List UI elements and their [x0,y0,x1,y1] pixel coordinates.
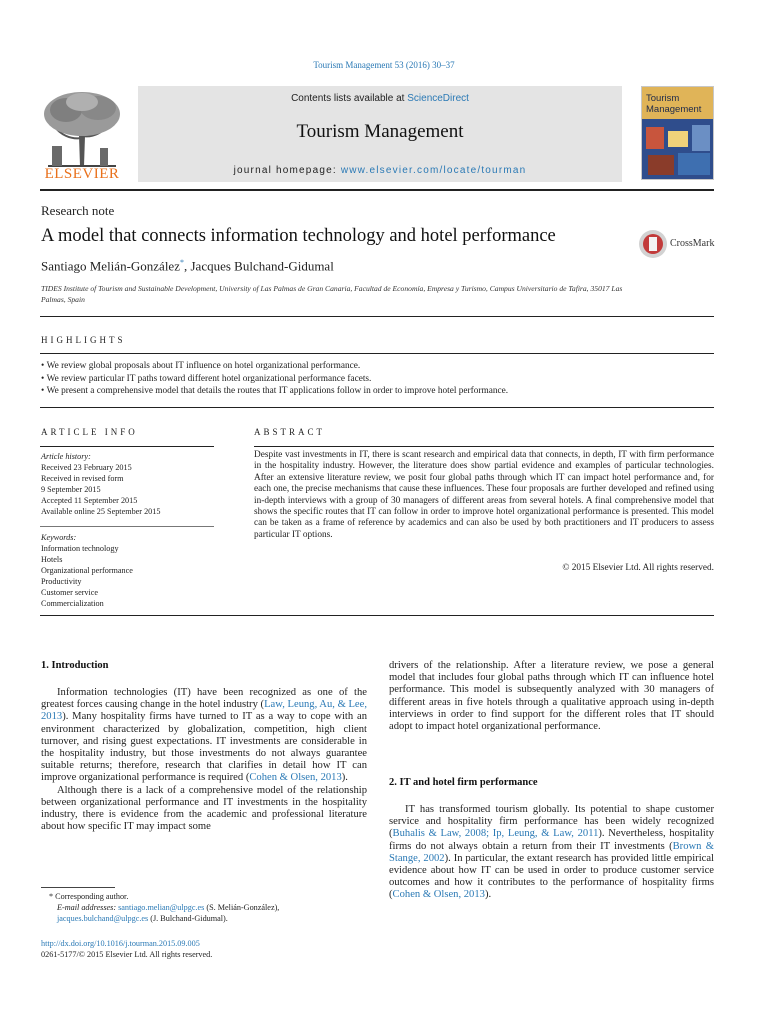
paragraph: Although there is a lack of a comprehensive model of the relationship between organizational performance and IT investments in the hospitality industry, there is evidence from the academic and professional literature about how specific IT may impact some [41,784,367,833]
keyword-item: Commercialization [41,599,104,608]
body-left-column [41,687,367,833]
email-link[interactable]: santiago.melian@ulpgc.es [118,903,205,912]
citation-link[interactable]: Cohen & Olsen, 2013 [392,889,485,901]
email-link[interactable]: jacques.bulchand@ulpgc.es [57,914,149,923]
journal-reference[interactable]: Tourism Management 53 (2016) 30–37 [313,60,455,70]
journal-homepage: journal homepage: www.elsevier.com/locate/tourman [233,165,527,176]
highlight-item: • We present a comprehensive model that details the routes that IT applications follow in order to improve hotel performance. [41,385,721,398]
paragraph: Information technologies (IT) have been recognized as one of the greatest forces causing change in the hotel industry (Law, Leung, Au, & Lee, 2013). Many hospitality firms have turned to IT as a way to cope with an environment characterized by globalization, competition, high client turnover, and rising guest expectations. IT investments are considerable in the hospitality industry, but those investments do not always guarantee suitable returns; therefore, research that clarifies in detail how IT can improve organizational performance is required (Cohen & Olsen, 2013). [41,687,367,784]
history-item: Accepted 11 September 2015 [41,496,138,505]
keywords-label: Keywords: [41,533,77,542]
issn-line: 0261-5177/© 2015 Elsevier Ltd. All rights reserved. [41,950,213,959]
citation-link[interactable]: Brown & Stange, 2002 [389,840,714,864]
crossmark-badge[interactable] [638,229,722,261]
divider [40,353,714,354]
article-history [41,451,214,517]
highlight-item: • We review particular IT paths toward different hotel organizational performance facets. [41,373,721,386]
doi-block [41,938,367,960]
article-info-heading: ARTICLE INFO [41,427,138,437]
abstract-text: Despite vast investments in IT, there is scant research and empirical data that connects, in depth, IT with firm performance in the hospitality industry. However, the literature does show partial evidence and examples of particular technologies. After an extensive literature review, we posit four global paths through which IT can impact hotel performance and, for each one, the precise mechanisms that cause these influences. These four proposals are further developed and refined using in-depth interviews with a group of 30 managers of different areas from several hotels. A final comprehensive model that shows the specific routes that IT can follow in order to improve hotel organizational performance is presented. This model can be taken as a frame of reference by academics and can also be used by both practitioners and IT producers to assess particular IT options. [254,450,714,540]
author-1[interactable]: Santiago Melián-González [41,258,180,274]
divider [40,446,214,447]
body-right-column-2 [389,804,714,902]
highlight-item: • We review global proposals about IT influence on hotel organizational performance. [41,360,721,373]
keyword-item: Organizational performance [41,566,133,575]
article-title: A model that connects information technology and hotel performance [41,226,556,246]
abstract-heading: ABSTRACT [254,427,326,437]
history-item: 9 September 2015 [41,485,101,494]
footnote-rule [41,887,115,888]
crossmark-label: CrossMark [670,238,715,249]
divider [40,615,714,616]
affiliation: TIDES Institute of Tourism and Sustainable Development, University of Las Palmas de Gran Canaria, Facultad de Economía, Empresa y Turismo, Campus Universitario de Tafira, 35017 Las Palmas, Spain [41,284,623,304]
sciencedirect-link[interactable]: ScienceDirect [407,93,469,104]
citation-link[interactable]: Cohen & Olsen, 2013 [249,772,342,784]
footnotes: * Corresponding author. E-mail addresses: santiago.melian@ulpgc.es (S. Melián-González), jacques.bulchand@ulpgc.es (J. Bulchand-Gidumal). [49,892,280,923]
history-item: Available online 25 September 2015 [41,507,161,516]
crossmark-icon [638,229,668,259]
author-2[interactable]: Jacques Bulchand-Gidumal [190,258,334,274]
journal-cover[interactable] [641,86,714,180]
divider [40,407,714,408]
highlights-list [41,360,721,398]
history-item: Received in revised form [41,474,124,483]
header-rule [40,189,714,191]
keyword-item: Customer service [41,588,99,597]
article-type: Research note [41,203,115,218]
keyword-item: Hotels [41,555,63,564]
paragraph: drivers of the relationship. After a literature review, we pose a general model that includes four global paths through which IT can influence hotel performance. This model is subsequently analyzed with 30 managers of different areas in five hotels through a qualitative approach using in-depth interviews in order to find support for the different roles that IT should adopt to impact hotel organizational performance. [389,660,714,733]
corresponding-mark[interactable]: * [179,258,184,267]
journal-name: Tourism Management [296,121,464,142]
cover-title: Tourism Management [646,93,702,115]
citation-link[interactable]: Buhalis & Law, 2008; Ip, Leung, & Law, 2011 [392,828,599,840]
abstract-copyright: © 2015 Elsevier Ltd. All rights reserved. [562,563,714,573]
keyword-item: Productivity [41,577,82,586]
section-2-heading: 2. IT and hotel firm performance [389,777,538,788]
tree-logo-icon [40,88,124,168]
elsevier-wordmark: ELSEVIER [44,166,120,182]
keyword-item: Information technology [41,544,119,553]
divider [254,446,714,447]
body-right-column [389,660,714,733]
citation-link[interactable]: Law, Leung, Au, & Lee, 2013 [41,699,367,723]
history-item: Received 23 February 2015 [41,463,132,472]
history-label: Article history: [41,452,91,461]
divider [40,526,214,527]
paragraph: IT has transformed tourism globally. Its potential to shape customer service and hospitality firm performance has been widely recognized (Buhalis & Law, 2008; Ip, Leung, & Law, 2011). Nevertheless, hospitality firms do not always obtain a return from their IT investments (Brown & Stange, 2002). In particular, the extant research has provided little empirical evidence about how IT can be used in order to produce customer service outcomes and how it contributes to the performance of hospitality firms (Cohen & Olsen, 2013). [389,804,715,901]
author-list: Santiago Melián-González*, Jacques Bulchand-Gidumal [41,258,334,274]
homepage-link[interactable]: www.elsevier.com/locate/tourman [340,165,527,176]
highlights-heading: HIGHLIGHTS [41,335,126,345]
divider [40,316,714,317]
contents-line: Contents lists available at ScienceDirect [291,93,469,104]
keywords [41,532,214,609]
section-1-heading: 1. Introduction [41,660,109,671]
doi-link[interactable]: http://dx.doi.org/10.1016/j.tourman.2015.09.005 [41,939,200,948]
